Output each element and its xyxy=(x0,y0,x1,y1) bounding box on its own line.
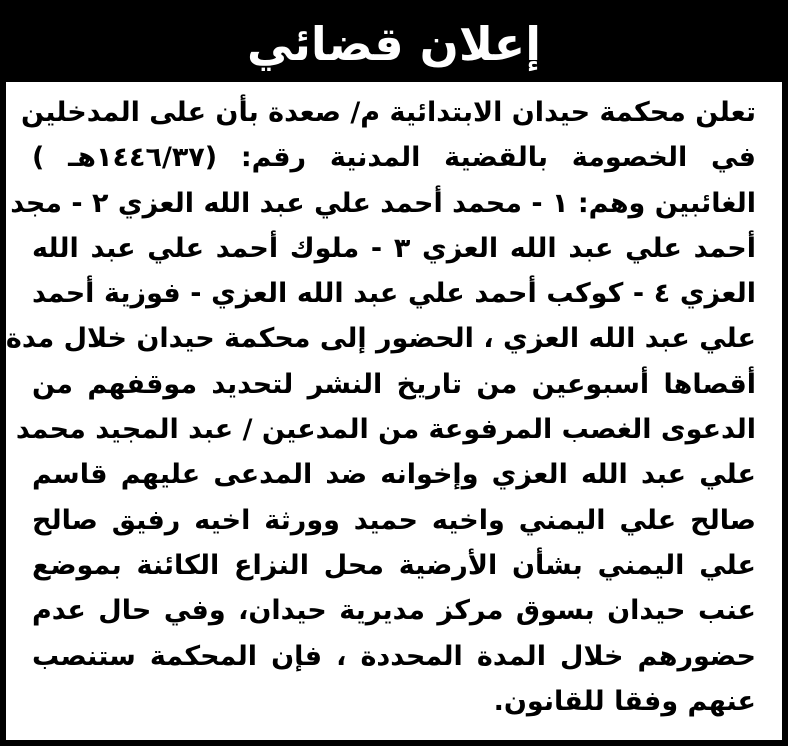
body-line: أحمد علي عبد الله العزي ٣ - ملوك أحمد علي عبد الله xyxy=(32,232,756,264)
body-line: علي عبد الله العزي وإخوانه ضد المدعى عليهم قاسم xyxy=(32,459,756,491)
body-line: في الخصومة بالقضية المدنية رقم: (١٤٤٦/٣٧هـ ) xyxy=(32,142,756,174)
body-line: أقصاها أسبوعين من تاريخ النشر لتحديد موقفهم من xyxy=(32,368,756,400)
notice-body xyxy=(5,90,756,724)
body-line: الدعوى الغصب المرفوعة من المدعين / عبد المجيد محمد xyxy=(15,414,756,446)
body-line: صالح علي اليمني واخيه حميد وورثة اخيه رفيق صالح xyxy=(32,504,756,536)
body-line: الغائبين وهم: ١ - محمد أحمد علي عبد الله العزي ٢ - مجد xyxy=(10,187,756,219)
body-line: عنب حيدان بسوق مركز مديرية حيدان، وفي حال عدم xyxy=(32,595,756,627)
body-line: علي اليمني بشأن الأرضية محل النزاع الكائنة بموضع xyxy=(32,549,756,581)
notice-title: إعلان قضائي xyxy=(247,17,541,71)
body-line: علي عبد الله العزي ، الحضور إلى محكمة حيدان خلال مدة xyxy=(5,323,756,355)
body-line: تعلن محكمة حيدان الابتدائية م/ صعدة بأن على المدخلين xyxy=(20,97,756,128)
title-bar xyxy=(6,6,782,82)
body-line: عنهم وفقا للقانون. xyxy=(493,685,756,717)
body-line: العزي ٤ - كوكب أحمد علي عبد الله العزي - فوزية أحمد xyxy=(32,278,756,310)
body-line: حضورهم خلال المدة المحددة ، فإن المحكمة ستنصب xyxy=(32,640,756,672)
